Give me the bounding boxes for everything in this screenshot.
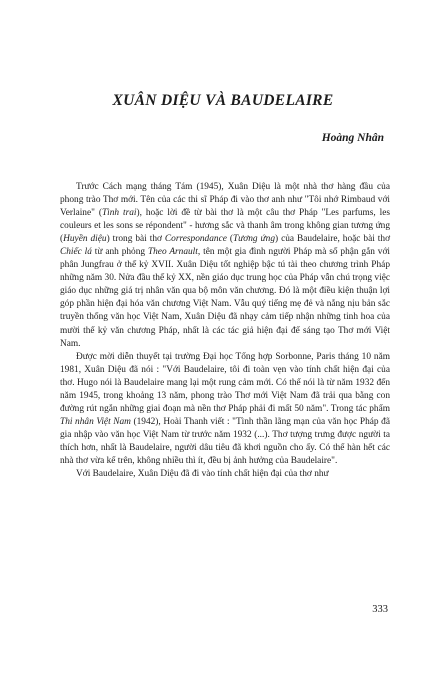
paragraph-text: ) của Baudelaire, hoặc bài thơ	[275, 234, 391, 245]
author-name: Hoàng Nhân	[321, 132, 384, 144]
italic-title-text: Tương ứng	[232, 234, 276, 245]
italic-title-text: Theo Arnault	[147, 247, 198, 258]
article-body	[60, 181, 390, 481]
paragraph-text: ), hoặc lời đề từ bài thơ là một câu thơ Pháp "Les parfums, les couleurs et les sons se répondent" - hương sắc và thanh âm trong không gian tương ứng (	[60, 208, 391, 245]
paragraph-text: Với Baudelaire, Xuân Diệu đã đi vào tính chất hiện đại của thơ như	[76, 469, 329, 480]
italic-title-text: Chiếc lá	[60, 247, 92, 258]
page-number: 333	[372, 604, 388, 615]
paragraph-text: ) trong bài thơ	[106, 234, 165, 245]
paragraph-text: (1942), Hoài Thanh viết : "Tình thần lãng mạn của văn học Pháp đã gia nhập vào văn học Việt Nam từ trước năm 1932 (...). Thơ tượng trưng được người ta thích hơn, nhất là Baudelaire, người dâu tiêu đã khơi nguồn cho ấy. Có thể hàn hết các nhà thơ vừa kể trên, không nhiều thì ít, đều bị ảnh hưởng của Baudelaire".	[60, 416, 390, 466]
paragraph-text: (	[226, 234, 233, 245]
paragraph-text: từ anh phỏng	[91, 247, 148, 258]
body-paragraph	[60, 468, 390, 481]
italic-title-text: Huyền diệu	[63, 234, 107, 245]
paragraph-text: , tên một gia đình người Pháp mà số phận gắn với phân Jungfrau ở thế kỷ XVII. Xuân Diệu tốt nghiệp bậc tú tài theo chương trình Pháp những năm 30. Nửa đầu thế kỷ XX, nền giáo dục trung học của Pháp vẫn chú trọng việc giáo dục những giá trị nhân văn qua bộ môn văn chương. Đó là một điều kiện thuận lợi góp phần hiện đại hóa văn chương Việt Nam. Vẫu quý tiếng mẹ đẻ và nắng nịu bản sắc truyền thống văn học Việt Nam, Xuân Diệu đã nhạy cảm tiếp nhận những tinh hoa của mười thế kỷ văn chương Pháp, nhất là các tác giả hiện đại để sáng tạo Thơ mới Việt Nam.	[60, 247, 391, 349]
article-title: XUÂN DIỆU VÀ BAUDELAIRE	[112, 92, 334, 109]
italic-title-text: Thi nhân Việt Nam	[60, 416, 131, 427]
paragraph-text: Trước Cách mạng tháng Tám (1945), Xuân Diệu là một nhà thơ hàng đầu của phong trào Thơ mới. Tên của các thi sĩ Pháp đi vào thơ anh như "Tôi nhớ Rimbaud với Verlaine" (	[60, 182, 390, 219]
paragraph-text: Được mời diễn thuyết tại trường Đại học Tổng hợp Sorbonne, Paris tháng 10 năm 1981, Xuân Diệu đã nói : "Với Baudelaire, tôi đi toàn vẹn vào tính chất hiện đại của thơ. Hugo nói là Baudelaire mang lại một rung cảm mới. Có thể nói là từ năm 1932 đến năm 1945, trong khoảng 13 năm, phong trào Thơ mới Việt Nam đã trải qua bằng con đường rút ngắn những giai đoạn mà nền thơ Pháp phải đi mất 50 năm". Trong tác phẩm	[60, 351, 390, 414]
italic-title-text: Tình trai	[101, 208, 137, 219]
body-paragraph	[60, 181, 390, 351]
body-paragraph	[60, 351, 390, 468]
italic-title-text: Correspondance	[164, 234, 227, 245]
